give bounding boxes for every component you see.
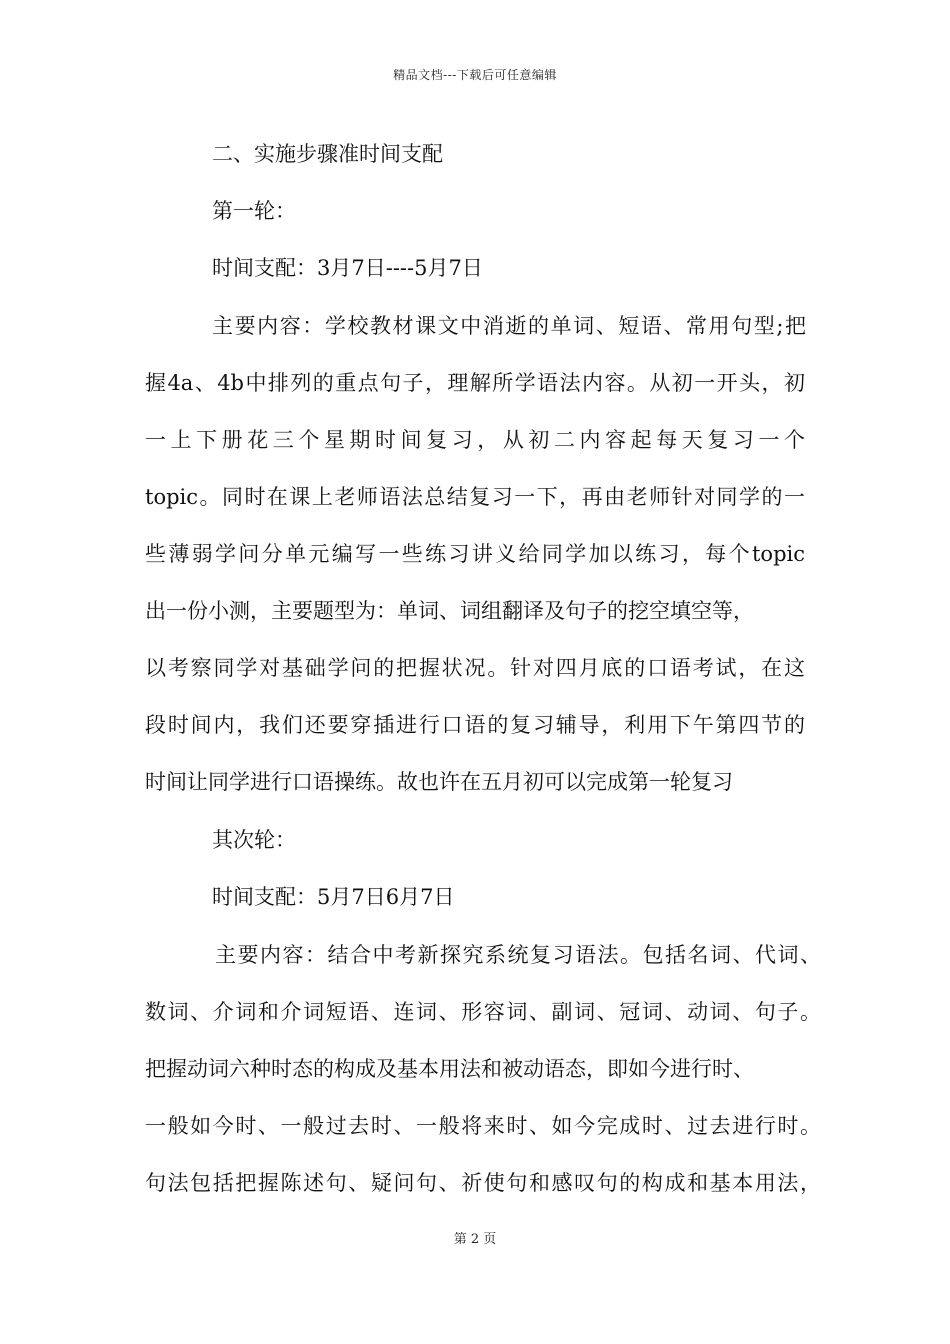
round1-paragraph-line: 一上下册花三个星期时间复习，从初二内容起每天复习一个 bbox=[145, 428, 805, 452]
round1-paragraph-line: 些薄弱学问分单元编写一些练习讲义给同学加以练习，每个topic bbox=[145, 542, 805, 566]
page-number: 第 2 页 bbox=[453, 1232, 497, 1247]
round1-paragraph-line: 出一份小测，主要题型为：单词、词组翻译及句子的挖空填空等， bbox=[145, 599, 754, 623]
round2-title: 其次轮： bbox=[212, 828, 296, 852]
round2-paragraph-line: 句法包括把握陈述句、疑问句、祈使句和感叹句的构成和基本用法， bbox=[145, 1171, 821, 1195]
round2-paragraph-line: 一般如今时、一般过去时、一般将来时、如今完成时、过去进行时。 bbox=[145, 1114, 821, 1138]
round2-time: 时间支配：5月7日6月7日 bbox=[212, 885, 455, 909]
round2-paragraph-line: 把握动词六种时态的构成及基本用法和被动语态，即如今进行时、 bbox=[145, 1057, 754, 1081]
round1-paragraph-line: 握4a、4b中排列的重点句子，理解所学语法内容。从初一开头，初 bbox=[145, 371, 805, 395]
round2-paragraph-line: 数词、介词和介词短语、连词、形容词、副词、冠词、动词、句子。 bbox=[145, 1000, 821, 1024]
round1-time: 时间支配：3月7日----5月7日 bbox=[212, 256, 483, 280]
round1-paragraph-line: 时间让同学进行口语操练。故也许在五月初可以完成第一轮复习 bbox=[145, 770, 733, 794]
round2-paragraph-line: 主要内容：结合中考新探究系统复习语法。包括名词、代词、 bbox=[215, 943, 821, 967]
page-header: 精品文档---下载后可任意编辑 bbox=[393, 68, 557, 82]
round1-paragraph-line: 主要内容：学校教材课文中消逝的单词、短语、常用句型;把 bbox=[212, 314, 806, 338]
round1-paragraph-line: 段时间内，我们还要穿插进行口语的复习辅导，利用下午第四节的 bbox=[145, 713, 805, 737]
section-title: 二、实施步骤准时间支配 bbox=[212, 142, 443, 166]
round1-title: 第一轮： bbox=[212, 199, 296, 223]
round1-paragraph-line: topic。同时在课上老师语法总结复习一下，再由老师针对同学的一 bbox=[145, 485, 805, 509]
round1-paragraph-line: 以考察同学对基础学问的把握状况。针对四月底的口语考试，在这 bbox=[145, 656, 805, 680]
